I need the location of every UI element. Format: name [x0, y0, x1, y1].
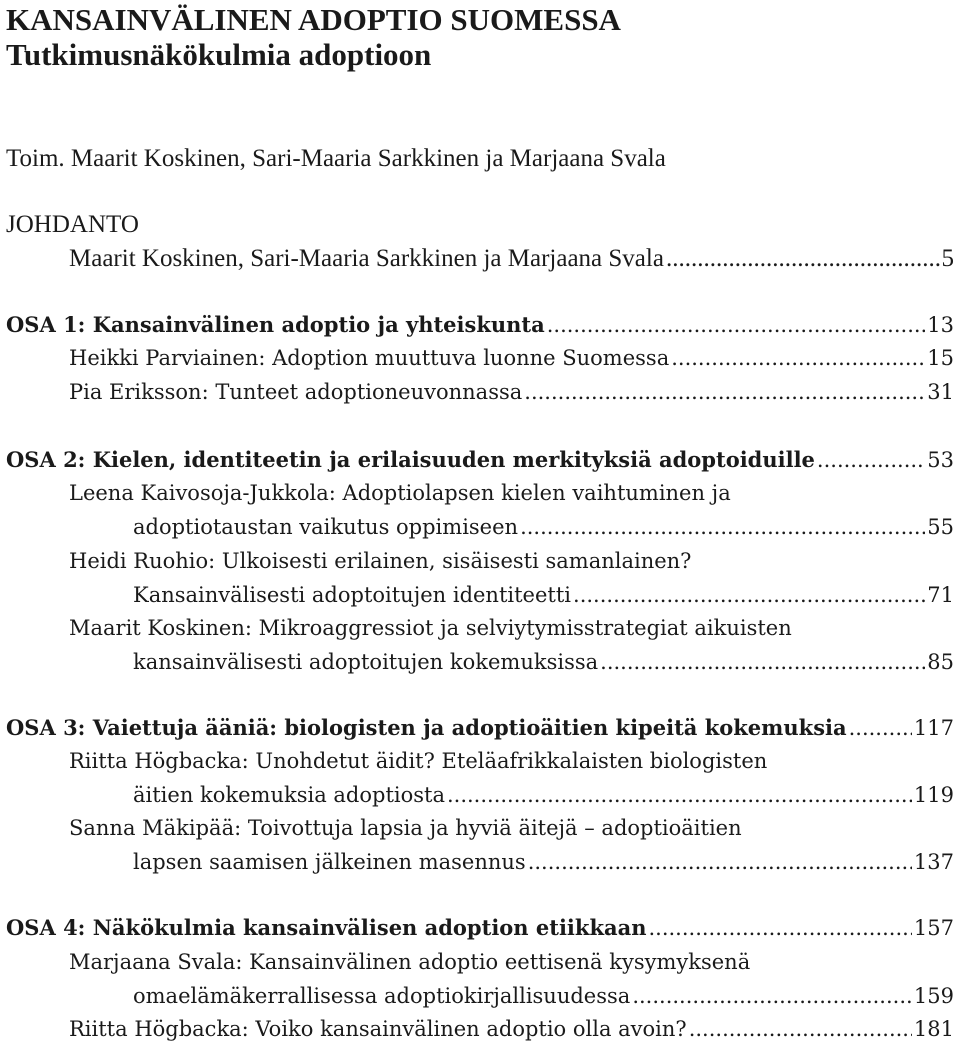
- dot-leader: [632, 980, 912, 1012]
- toc-entry-svala[interactable]: [133, 980, 954, 1012]
- book-title: KANSAINVÄLINEN ADOPTIO SUOMESSA: [6, 2, 621, 37]
- toc-section-osa4[interactable]: [6, 912, 954, 944]
- dot-leader: [547, 309, 926, 341]
- editors-line: Toim. Maarit Koskinen, Sari-Maaria Sarkkinen ja Marjaana Svala: [6, 145, 666, 172]
- section-title: OSA 4: Näkökulmia kansainvälisen adoption etiikkaan: [6, 915, 647, 940]
- dot-leader: [849, 712, 912, 744]
- entry-text: lapsen saamisen jälkeinen masennus: [133, 850, 526, 874]
- page-number: 157: [913, 916, 954, 940]
- toc-entry-koskinen[interactable]: [133, 646, 954, 678]
- dot-leader: [528, 846, 912, 878]
- entry-text: adoptiotaustan vaikutus oppimiseen: [133, 515, 519, 539]
- toc-entry-makipaa[interactable]: [133, 846, 954, 878]
- entry-text: äitien kokemuksia adoptiosta: [133, 783, 445, 807]
- entry-text: omaelämäkerrallisessa adoptiokirjallisuudessa: [133, 984, 631, 1008]
- toc-entry-eriksson[interactable]: [69, 376, 954, 408]
- toc-entry-ruohio[interactable]: [133, 579, 954, 611]
- page-number: 15: [927, 346, 954, 370]
- page-number: 119: [913, 783, 954, 807]
- toc-entry-kaivosoja-line1: Leena Kaivosoja-Jukkola: Adoptiolapsen kielen vaihtuminen ja: [69, 481, 731, 505]
- page-number: 117: [913, 716, 954, 740]
- page-number: 5: [941, 245, 954, 272]
- dot-leader: [600, 646, 925, 678]
- section-title: OSA 2: Kielen, identiteetin ja erilaisuuden merkityksiä adoptoiduille: [6, 447, 815, 472]
- toc-section-osa1[interactable]: [6, 309, 954, 341]
- toc-entry-hogbacka1-line1: Riitta Högbacka: Unohdetut äidit? Eteläafrikkalaisten biologisten: [69, 749, 768, 773]
- page-number: 13: [927, 313, 954, 337]
- dot-leader: [573, 579, 925, 611]
- dot-leader: [666, 242, 940, 276]
- page-number: 55: [927, 515, 954, 539]
- section-title: OSA 1: Kansainvälinen adoptio ja yhteiskunta: [6, 312, 545, 337]
- toc-entry-svala-line1: Marjaana Svala: Kansainvälinen adoptio eettisenä kysymyksenä: [69, 950, 751, 974]
- introduction-heading: JOHDANTO: [6, 211, 139, 238]
- dot-leader: [520, 511, 925, 543]
- entry-text: Heikki Parviainen: Adoption muuttuva luonne Suomessa: [69, 346, 670, 370]
- toc-entry-koskinen-line1: Maarit Koskinen: Mikroaggressiot ja selviytymisstrategiat aikuisten: [69, 616, 792, 640]
- toc-entry-hogbacka2[interactable]: [69, 1013, 954, 1045]
- dot-leader: [817, 444, 925, 476]
- toc-entry-ruohio-line1: Heidi Ruohio: Ulkoisesti erilainen, sisäisesti samanlainen?: [69, 549, 692, 573]
- toc-section-osa3[interactable]: [6, 712, 954, 744]
- entry-text: kansainvälisesti adoptoitujen kokemuksissa: [133, 650, 599, 674]
- page-number: 159: [913, 984, 954, 1008]
- entry-text: Pia Eriksson: Tunteet adoptioneuvonnassa: [69, 380, 523, 404]
- entry-text: Riitta Högbacka: Voiko kansainvälinen adoptio olla avoin?: [69, 1017, 687, 1041]
- page-number: 181: [913, 1017, 954, 1041]
- page-number: 31: [927, 380, 954, 404]
- toc-entry-makipaa-line1: Sanna Mäkipää: Toivottuja lapsia ja hyviä äitejä – adoptioäitien: [69, 816, 742, 840]
- dot-leader: [671, 342, 925, 374]
- toc-entry-kaivosoja[interactable]: [133, 511, 954, 543]
- entry-text: Maarit Koskinen, Sari-Maaria Sarkkinen ja Marjaana Svala: [69, 245, 664, 272]
- book-subtitle: Tutkimusnäkökulmia adoptioon: [6, 37, 432, 72]
- dot-leader: [689, 1013, 912, 1045]
- page-number: 71: [927, 583, 954, 607]
- dot-leader: [524, 376, 925, 408]
- toc-entry-johdanto[interactable]: [69, 242, 954, 276]
- entry-text: Kansainvälisesti adoptoitujen identiteetti: [133, 583, 572, 607]
- toc-entry-hogbacka1[interactable]: [133, 779, 954, 811]
- page-number: 137: [913, 850, 954, 874]
- page-number: 53: [927, 448, 954, 472]
- page-number: 85: [927, 650, 954, 674]
- dot-leader: [648, 912, 911, 944]
- section-title: OSA 3: Vaiettuja ääniä: biologisten ja adoptioäitien kipeitä kokemuksia: [6, 715, 847, 740]
- toc-entry-parviainen[interactable]: [69, 342, 954, 374]
- dot-leader: [447, 779, 912, 811]
- toc-section-osa2[interactable]: [6, 444, 954, 476]
